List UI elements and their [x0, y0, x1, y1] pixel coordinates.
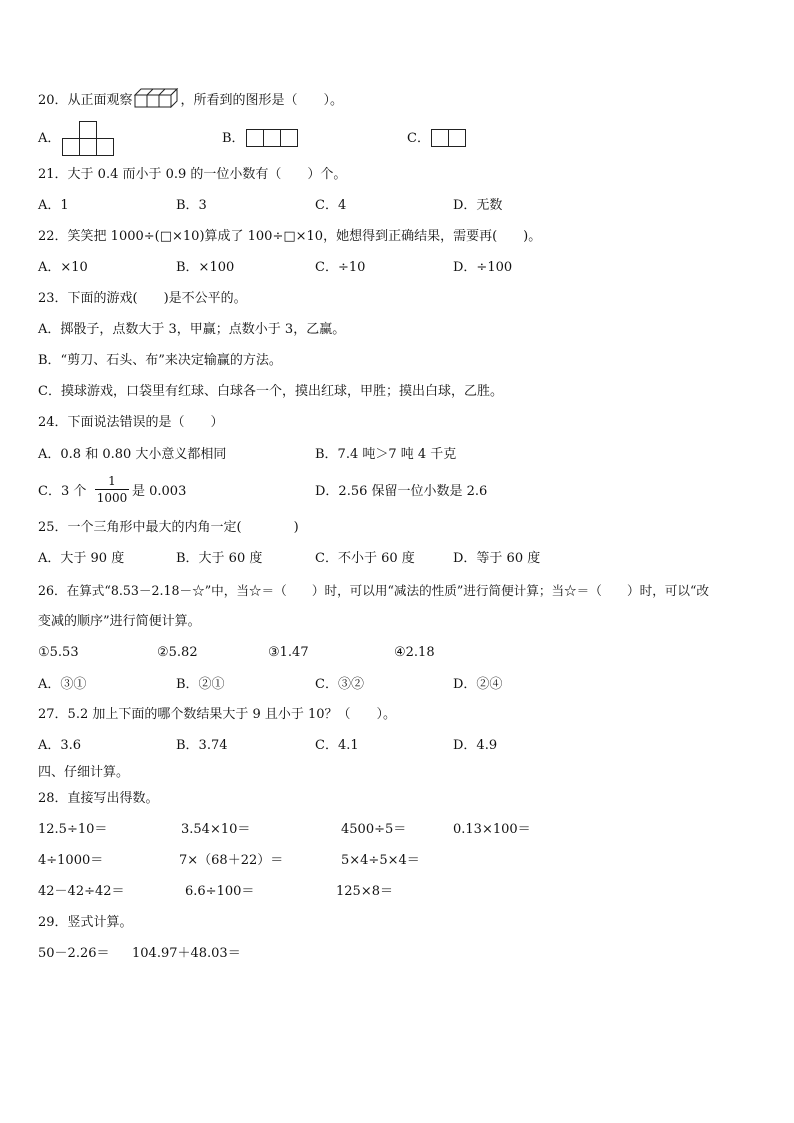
- q24-option-c-prefix: C．3 个: [38, 484, 87, 499]
- fraction-bar: [95, 489, 129, 490]
- q29-item1: 50－2.26＝: [38, 946, 110, 961]
- q23-option-c: C．摸球游戏，口袋里有红球、白球各一个，摸出红球，甲胜；摸出白球，乙胜。: [38, 384, 503, 399]
- q22-option-d: D．÷100: [453, 260, 513, 275]
- section-4-title: 四、仔细计算。: [38, 765, 130, 780]
- q26-choice-4: ④2.18: [394, 645, 435, 660]
- question-25-stem: 25．一个三角形中最大的内角一定( ): [38, 520, 299, 535]
- q21-option-a: A．1: [38, 198, 69, 213]
- q28-row1-item3: 4500÷5＝: [341, 822, 407, 837]
- q21-option-c: C．4: [315, 198, 347, 213]
- shape-cell: [246, 129, 264, 147]
- q23-option-a: A．掷骰子，点数大于 3，甲赢；点数小于 3，乙赢。: [38, 322, 346, 337]
- cube-row-figure: [133, 88, 181, 108]
- q27-option-d: D．4.9: [453, 738, 498, 753]
- q25-option-a: A．大于 90 度: [38, 551, 125, 566]
- q26-choice-3: ③1.47: [268, 645, 309, 660]
- q21-option-d: D．无数: [453, 198, 503, 213]
- q20-option-c-label: C．: [407, 131, 430, 146]
- q28-row3-item2: 6.6÷100＝: [185, 884, 255, 899]
- q20-option-a-label: A．: [38, 131, 61, 146]
- q27-option-c: C．4.1: [315, 738, 359, 753]
- q28-row3-item1: 42－42÷42＝: [38, 884, 125, 899]
- q20-option-a-shape: [62, 121, 114, 157]
- q26-option-c: C．③②: [315, 677, 364, 692]
- shape-cell: [62, 138, 80, 156]
- q28-row2-item3: 5×4÷5×4＝: [341, 853, 420, 868]
- q25-option-b: B．大于 60 度: [176, 551, 263, 566]
- question-21-stem: 21．大于 0.4 而小于 0.9 的一位小数有（ ）个。: [38, 167, 347, 182]
- q29-item2: 104.97＋48.03＝: [132, 946, 241, 961]
- q20-option-c-shape: [431, 129, 466, 147]
- question-26-stem-line1: 26．在算式“8.53－2.18－☆”中，当☆＝（ ）时，可以用“减法的性质”进行简便计算；当☆＝（ ）时，可以“改: [38, 583, 710, 598]
- question-29-stem: 29．竖式计算。: [38, 915, 133, 930]
- q25-option-c: C．不小于 60 度: [315, 551, 415, 566]
- q28-row1-item2: 3.54×10＝: [181, 822, 251, 837]
- q22-option-c: C．÷10: [315, 260, 366, 275]
- q25-option-d: D．等于 60 度: [453, 551, 541, 566]
- q24-option-b: B．7.4 吨＞7 吨 4 千克: [315, 447, 457, 462]
- q20-prefix: 20．从正面观察: [38, 93, 133, 108]
- q20-option-b-label: B．: [222, 131, 245, 146]
- q21-option-b: B．3: [176, 198, 207, 213]
- shape-cell: [263, 129, 281, 147]
- q28-row3-item3: 125×8＝: [336, 884, 393, 899]
- q27-option-b: B．3.74: [176, 738, 228, 753]
- q22-option-b: B．×100: [176, 260, 235, 275]
- q24-option-c-suffix: 是 0.003: [132, 484, 187, 499]
- q26-choice-2: ②5.82: [157, 645, 198, 660]
- q26-option-b: B．②①: [176, 677, 225, 692]
- q26-option-d: D．②④: [453, 677, 503, 692]
- q26-option-a: A．③①: [38, 677, 87, 692]
- q28-row1-item1: 12.5÷10＝: [38, 822, 108, 837]
- q24-option-a: A．0.8 和 0.80 大小意义都相同: [38, 447, 227, 462]
- q26-choice-1: ①5.53: [38, 645, 79, 660]
- q22-option-a: A．×10: [38, 260, 88, 275]
- q27-option-a: A．3.6: [38, 738, 82, 753]
- shape-cell: [96, 138, 114, 156]
- question-28-stem: 28．直接写出得数。: [38, 791, 159, 806]
- q23-option-b: B．“剪刀、石头、布”来决定输赢的方法。: [38, 353, 282, 368]
- q20-option-b-shape: [246, 129, 298, 147]
- question-24-stem: 24．下面说法错误的是（ ）: [38, 415, 224, 430]
- fraction-denominator: 1000: [96, 491, 128, 505]
- question-26-stem-line2: 变减的顺序”进行简便计算。: [38, 614, 201, 629]
- shape-cell: [280, 129, 298, 147]
- question-23-stem: 23．下面的游戏( )是不公平的。: [38, 291, 247, 306]
- q28-row2-item2: 7×（68＋22）＝: [179, 853, 284, 868]
- question-20-stem: [38, 88, 343, 106]
- question-22-stem: 22．笑笑把 1000÷(□×10)算成了 100÷□×10，她想得到正确结果，需要再( )。: [38, 229, 542, 244]
- fraction-numerator: 1: [108, 474, 116, 488]
- shape-cell: [431, 129, 449, 147]
- q24-option-d: D．2.56 保留一位小数是 2.6: [315, 484, 488, 499]
- q24-fraction: [95, 474, 129, 505]
- shape-cell: [448, 129, 466, 147]
- q20-suffix: ，所看到的图形是（ ）。: [180, 93, 344, 108]
- question-27-stem: 27．5.2 加上下面的哪个数结果大于 9 且小于 10？（ ）。: [38, 707, 397, 722]
- q28-row1-item4: 0.13×100＝: [453, 822, 531, 837]
- shape-cell: [79, 138, 97, 156]
- shape-cell: [79, 121, 97, 139]
- q28-row2-item1: 4÷1000＝: [38, 853, 104, 868]
